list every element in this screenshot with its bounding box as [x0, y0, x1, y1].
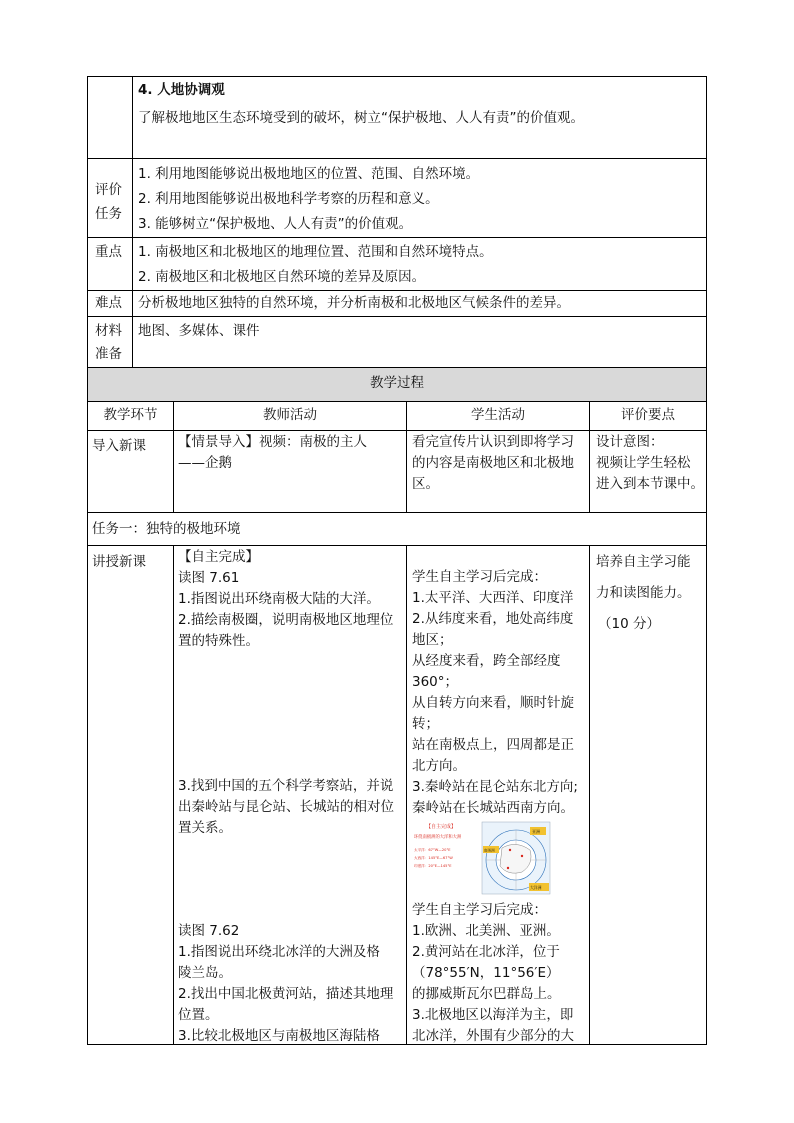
student-line: 地区； [412, 632, 453, 648]
student-line: 转； [412, 716, 439, 732]
student-line: 1.太平洋、大西洋、印度洋 [412, 590, 574, 606]
header-stage: 教学环节 [103, 407, 158, 423]
intro-eval: 设计意图： [596, 434, 664, 450]
header-teacher: 教师活动 [263, 407, 317, 423]
eval-label-line1: 评价 [95, 182, 122, 198]
student-line: 秦岭站在长城站西南方向。 [412, 800, 574, 816]
intro-eval: 视频让学生轻松 [596, 455, 691, 471]
teacher-line: 2.描绘南极圈，说明南极地区地理位 [178, 612, 394, 628]
teacher-line: 出秦岭站与昆仑站、长城站的相对位 [178, 799, 394, 815]
teacher-line: 1.指图说出环绕南极大陆的大洋。 [178, 591, 380, 607]
lecture-eval: 力和读图能力。 [596, 585, 691, 601]
teacher-line: 置的特殊性。 [178, 633, 259, 649]
lecture-eval: （10 分） [598, 616, 660, 632]
student-line: 北冰洋，外围有少部分的大 [412, 1028, 574, 1044]
eval-item: 3. 能够树立“保护极地、人人有责”的价值观。 [138, 216, 413, 232]
thumb-map-label: 南美洲 [484, 848, 495, 853]
header-eval: 评价要点 [621, 407, 675, 423]
antarctic-ocean-thumbnail [412, 820, 552, 896]
eval-item: 1. 利用地图能够说出极地地区的位置、范围、自然环境。 [138, 166, 480, 182]
student-line: 学生自主学习后完成： [412, 569, 547, 585]
teacher-line: 3.比较北极地区与南极地区海陆格 [178, 1028, 380, 1044]
lecture-eval: 培养自主学习能 [596, 554, 691, 570]
intro-student: 区。 [412, 476, 439, 492]
intro-teacher: 【情景导入】视频：南极的主人 [178, 434, 367, 450]
thumb-row1: 太平洋：67°W—20°E [414, 848, 451, 852]
student-line: 的挪威斯瓦尔巴群岛上。 [412, 986, 561, 1002]
thumb-row3: 印度洋：20°E—145°E [414, 864, 452, 868]
difficult-label: 难点 [95, 295, 122, 311]
lecture-stage: 讲授新课 [92, 554, 146, 570]
teacher-line: 位置。 [178, 1007, 219, 1023]
key-item: 1. 南极地区和北极地区的地理位置、范围和自然环境特点。 [138, 244, 493, 260]
thumb-header-label: 【自主完成】 [426, 824, 457, 830]
key-item: 2. 南极地区和北极地区自然环境的差异及原因。 [138, 269, 426, 285]
eval-label-line2: 任务 [95, 206, 122, 222]
thumb-map-label: 大洋洲 [530, 885, 542, 890]
teacher-line: 读图 7.61 [178, 570, 240, 586]
teacher-line: 【自主完成】 [178, 549, 259, 565]
thumb-title: 环绕南极洲的大洋和大洲 [414, 835, 462, 840]
student-line: 北方向。 [412, 758, 466, 774]
materials-label-line1: 材料 [95, 323, 122, 339]
thumb-map-label: 亚洲 [532, 829, 540, 834]
intro-eval: 进入到本节课中。 [596, 476, 704, 492]
student-line: 站在南极点上，四周都是正 [412, 737, 574, 753]
intro-student: 的内容是南极地区和北极地 [412, 455, 574, 471]
difficult-text: 分析极地地区独特的自然环境，并分析南极和北极地区气候条件的差异。 [138, 295, 570, 311]
student-line: 1.欧洲、北美洲、亚洲。 [412, 923, 560, 939]
student-line: 3.秦岭站在昆仑站东北方向; [412, 779, 578, 795]
teacher-line: 1.指图说出环绕北冰洋的大洲及格 [178, 944, 380, 960]
intro-stage: 导入新课 [92, 438, 146, 454]
student-line: 学生自主学习后完成： [412, 902, 547, 918]
teacher-line: 陵兰岛。 [178, 965, 232, 981]
student-line: （78°55′N，11°56′E） [412, 965, 560, 981]
intro-student: 看完宣传片认识到即将学习 [412, 434, 574, 450]
materials-label-line2: 准备 [95, 346, 122, 362]
thumb-row2: 大西洋：145°E—67°W [414, 856, 453, 860]
student-line: 3.北极地区以海洋为主，即 [412, 1007, 574, 1023]
student-line: 360°； [412, 674, 459, 690]
student-line: 从经度来看，跨全部经度 [412, 653, 561, 669]
header-student: 学生活动 [471, 407, 525, 423]
eval-item: 2. 利用地图能够说出极地科学考察的历程和意义。 [138, 191, 439, 207]
task1-title: 任务一：独特的极地环境 [92, 521, 241, 537]
teacher-line: 置关系。 [178, 820, 232, 836]
student-line: 2.黄河站在北冰洋，位于 [412, 944, 560, 960]
teacher-line: 3.找到中国的五个科学考察站，并说 [178, 778, 394, 794]
materials-text: 地图、多媒体、课件 [138, 323, 260, 339]
teacher-line: 读图 7.62 [178, 923, 240, 939]
intro-teacher: ——企鹅 [178, 455, 232, 471]
student-line: 2.从纬度来看，地处高纬度 [412, 611, 574, 627]
student-line: 从自转方向来看，顺时针旋 [412, 695, 574, 711]
goal-4-heading: 4. 人地协调观 [138, 82, 225, 98]
key-label: 重点 [95, 244, 122, 260]
goal-4-text: 了解极地地区生态环境受到的破坏，树立“保护极地、人人有责”的价值观。 [138, 110, 584, 126]
teacher-line: 2.找出中国北极黄河站，描述其地理 [178, 986, 394, 1002]
process-title: 教学过程 [370, 375, 424, 391]
